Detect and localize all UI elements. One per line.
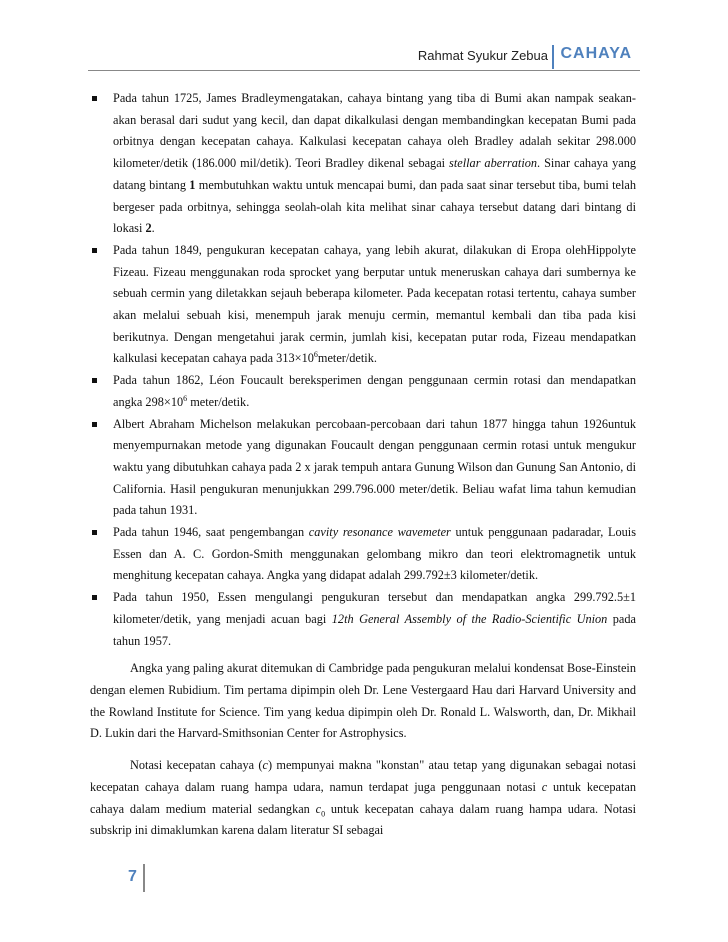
list-item — [90, 88, 636, 240]
page-header — [88, 44, 640, 70]
text: untuk penggunaan padaradar, Louis Essen dan A. C. Gordon-Smith menggunakan gelombang mikro dan teori elektromagnetik untuk menghitung kecepatan cahaya. Angka yang didapat adalah 299.792±3 kilometer/detik. — [113, 525, 636, 583]
bullet-icon — [92, 530, 97, 535]
header-author: Rahmat Syukur Zebua — [417, 48, 548, 63]
symbol-c: c — [541, 779, 548, 794]
superscript: 6 — [313, 350, 318, 360]
text: Pada tahun 1946, saat pengembangan — [113, 525, 309, 540]
bold-label: 2 — [145, 221, 152, 236]
superscript: 6 — [183, 393, 188, 403]
list-item — [90, 522, 636, 587]
symbol-c0: c — [315, 801, 322, 816]
text: . — [151, 221, 155, 236]
bullet-icon — [92, 595, 97, 600]
text: Albert Abraham Michelson melakukan percobaan-percobaan dari tahun 1877 hingga tahun 1926untuk menyempurnakan metode yang digunakan Foucault dengan penggunaan cermin rotasi untuk mengukur waktu yang dibutuhkan cahaya pada 2 x jarak tempuh antara Gunung Wilson dan Gunung San Antonio, di California. Hasil pengukuran menunjukkan 299.796.000 meter/detik. Beliau wafat lima tahun kemudian pada tahun 1931. — [113, 416, 636, 518]
text: pada tahun 1957. — [113, 611, 636, 648]
italic-term: 12th General Assembly of the Radio-Scientific Union — [331, 611, 608, 626]
text: ) mempunyai makna "konstan" atau tetap yang digunakan sebagai notasi kecepatan cahaya dalam ruang hampa udara, namun terdapat juga penggunaan notasi — [90, 758, 636, 794]
bullet-list — [90, 88, 636, 652]
text: untuk kecepatan cahaya dalam medium material sedangkan — [90, 779, 637, 816]
bold-label: 1 — [189, 177, 196, 192]
page-content — [90, 88, 636, 842]
list-item — [90, 240, 636, 370]
bullet-icon — [92, 96, 97, 101]
text: untuk kecepatan cahaya dalam ruang hampa udara. Notasi subskrip ini dimaklumkan karena dalam literatur SI sebagai — [90, 801, 636, 838]
text: Notasi kecepatan cahaya ( — [130, 758, 263, 773]
text: membutuhkan waktu untuk mencapai bumi, dan pada saat sinar tersebut tiba, bumi telah bergeser pada orbitnya, sehingga seolah-olah kita melihat sinar cahaya tersebut datang dari bintang di lokasi — [113, 177, 637, 236]
footer-divider — [143, 864, 145, 892]
list-item — [90, 414, 636, 523]
text: meter/detik. — [187, 394, 250, 409]
bullet-icon — [92, 422, 97, 427]
header-rule — [88, 70, 640, 71]
page-footer — [88, 864, 168, 894]
text: . Sinar cahaya yang datang bintang — [113, 156, 636, 192]
text: Pada tahun 1849, pengukuran kecepatan cahaya, yang lebih akurat, dilakukan di Eropa olehHippolyte Fizeau. Fizeau menggunakan roda sprocket yang berputar untuk meneruskan cahaya dari sumbernya ke sebuah cermin yang diletakkan sejauh beberapa kilometer. Pada kecepatan rotasi tertentu, cahaya sumber akan melalui sebuah kisi, menempuh jarak menuju cermin, memantul kembali dan tiba pada kisi berikutnya. Dengan mengetahui jarak cermin, jumlah kisi, kecepatan putar roda, Fizeau mendapatkan kalkulasi kecepatan cahaya pada 313×10 — [113, 242, 636, 366]
italic-term: cavity resonance wavemeter — [308, 525, 451, 540]
header-title: CAHAYA — [560, 45, 632, 62]
list-item — [90, 370, 636, 413]
header-divider — [552, 45, 554, 69]
paragraph-cambridge: Angka yang paling akurat ditemukan di Cambridge pada pengukuran melalui kondensat Bose-Einstein dengan elemen Rubidium. Tim pertama dipimpin oleh Dr. Lene Vestergaard Hau dari Harvard University and the Rowland Institute for Science. Tim yang kedua dipimpin oleh Dr. Ronald L. Walsworth, dan, Dr. Mikhail D. Lukin dari the Harvard-Smithsonian Center for Astrophysics. — [90, 661, 636, 741]
symbol-c: c — [262, 758, 268, 773]
italic-term: stellar aberration — [449, 156, 538, 171]
page-number: 7 — [128, 868, 137, 885]
bullet-icon — [92, 248, 97, 253]
subscript: 0 — [321, 808, 326, 818]
list-item — [90, 587, 636, 652]
text: Pada tahun 1862, Léon Foucault bereksperimen dengan penggunaan cermin rotasi dan mendapatkan angka 298×10 — [113, 373, 636, 409]
bullet-icon — [92, 378, 97, 383]
text: Pada tahun 1725, James Bradleymengatakan, cahaya bintang yang tiba di Bumi akan nampak seakan-akan berasal dari sudut yang kecil, dan dapat dikalkulasi dengan membandingkan kecepatan Bumi pada orbitnya dengan kecepatan cahaya. Kalkulasi kecepatan cahaya oleh Bradley adalah sekitar 298.000 kilometer/detik (186.000 mil/detik). Teori Bradley dikenal sebagai — [113, 91, 636, 171]
text: meter/detik. — [317, 351, 377, 366]
text: Pada tahun 1950, Essen mengulangi pengukuran tersebut dan mendapatkan angka 299.792.5±1 kilometer/detik, yang menjadi acuan bagi — [113, 590, 636, 626]
paragraph-notation — [90, 755, 636, 842]
